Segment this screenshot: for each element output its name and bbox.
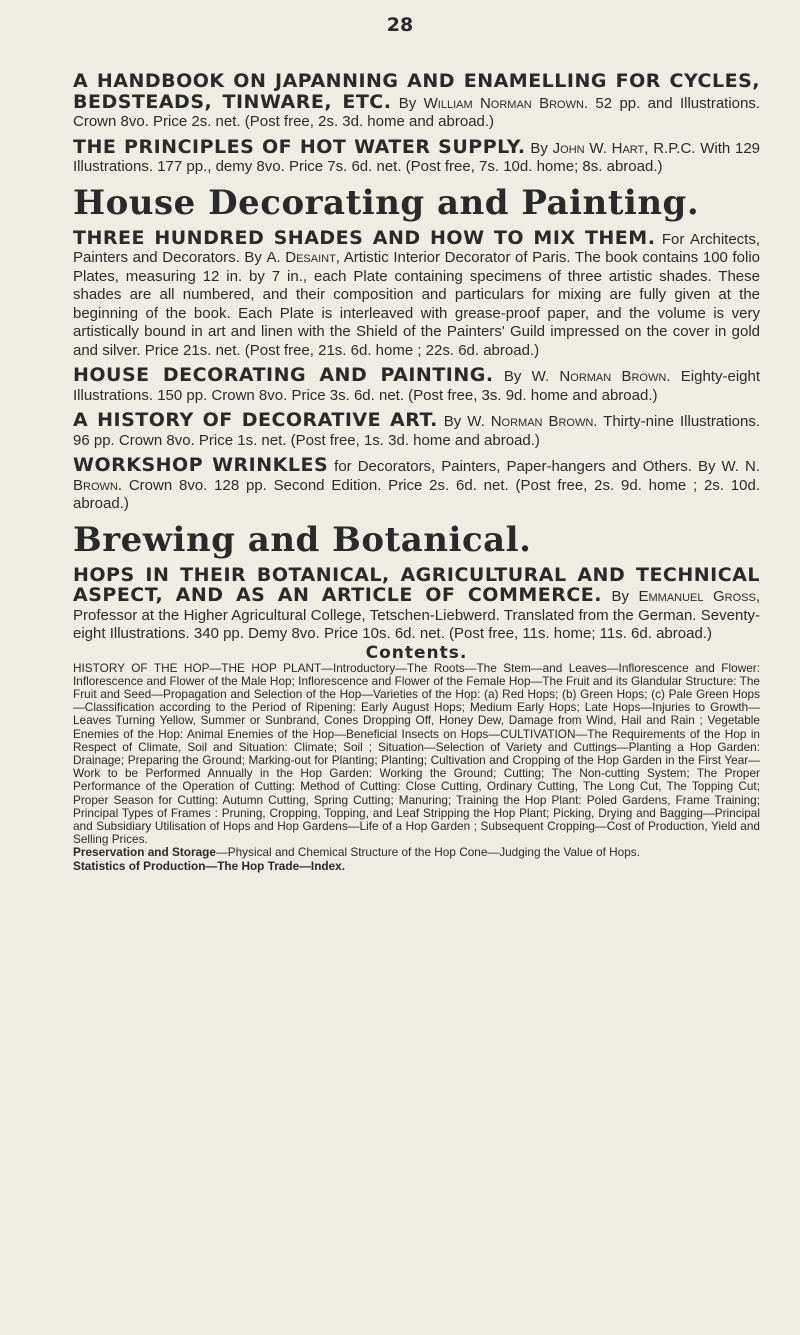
contents-preservation xyxy=(73,846,760,859)
book-details: Thirty-nine Illustrations. 96 pp. Crown 8vo. Price 1s. net. (Post free, 1s. 3d. home and abroad.) xyxy=(73,413,761,449)
book-details: Professor at the Higher Agricultural College, Tetschen-Liebwerd. Translated from the German. Seventy-eight Illustrations. 340 pp. Demy 8vo. Price 10s. 6d. net. (Post free, 11s. home; 11s. 6d. abroad.) xyxy=(73,606,760,642)
book-title: HOPS IN THEIR BOTANICAL, AGRICULTURAL AND TECHNICAL ASPECT, AND AS AN ARTICLE OF COMMERCE. xyxy=(73,563,760,606)
book-author: W. N. Brown. xyxy=(73,458,761,494)
book-entry-three-hundred-shades xyxy=(73,226,761,361)
book-details: 52 pp. and Illustrations. Crown 8vo. Price 2s. net. (Post free, 2s. 3d. home and abroad.) xyxy=(73,94,761,130)
book-author: W. Norman Brown. xyxy=(531,368,671,385)
book-title: THREE HUNDRED SHADES AND HOW TO MIX THEM. xyxy=(73,226,656,249)
book-author: William Norman Brown. xyxy=(423,94,589,112)
book-author: A. Desaint, xyxy=(266,249,340,266)
contents-statistics: Statistics of Production—The Hop Trade—Index. xyxy=(73,858,346,873)
by-text: By xyxy=(493,368,532,385)
book-details: Eighty-eight Illustrations. 150 pp. Crown 8vo. Price 3s. 6d. net. (Post free, 3s. 9d. home and abroad.) xyxy=(73,368,760,404)
book-details: Artistic Interior Decorator of Paris. The book contains 100 folio Plates, measuring 12 in. by 7 in., each Plate containing specimens of three artistic shades. These shades are all numbered, and their composition and particulars for mixing are fully given at the beginning of the book. Each Plate is interleaved with grease-proof paper, and the volume is very artistically bound in art and linen with the Shield of the Painters' Guild impressed on the cover in gold and silver. Price 21s. net. (Post free, 21s. 6d. home ; 22s. 6d. abroad.) xyxy=(73,249,760,359)
book-entry-hops xyxy=(73,563,761,644)
contents-heading: Contents. xyxy=(365,642,468,663)
section-heading-house: House Decorating and Painting. xyxy=(73,182,700,223)
book-title: A HANDBOOK ON JAPANNING AND ENAMELLING FOR CYCLES, BEDSTEADS, TINWARE, ETC. xyxy=(73,70,760,113)
section-heading-brewing: Brewing and Botanical. xyxy=(73,519,532,560)
book-author: W. Norman Brown. xyxy=(467,413,598,430)
book-title: HOUSE DECORATING AND PAINTING. xyxy=(73,364,494,386)
book-details: Crown 8vo. 128 pp. Second Edition. Price 2s. 6d. net. (Post free, 2s. 9d. home ; 2s. 10d. abroad.) xyxy=(73,476,760,512)
book-title: THE PRINCIPLES OF HOT WATER SUPPLY. xyxy=(73,135,526,158)
contents-preservation-heading: Preservation and Storage xyxy=(73,845,216,860)
book-details: With 129 Illustrations. 177 pp., demy 8vo. Price 7s. 6d. net. (Post free, 7s. 10d. home; 8s. abroad.) xyxy=(73,139,761,175)
book-author: John W. Hart, R.P.C. xyxy=(552,139,696,157)
book-title: WORKSHOP WRINKLES xyxy=(73,454,329,476)
contents-preservation-text: —Physical and Chemical Structure of the Hop Cone—Judging the Value of Hops. xyxy=(215,845,640,860)
book-entry-hot-water xyxy=(73,135,761,177)
by-text: By xyxy=(602,588,639,605)
book-title: A HISTORY OF DECORATIVE ART. xyxy=(73,409,438,431)
by-text: By xyxy=(525,139,553,157)
contents-list xyxy=(73,662,760,873)
by-text: By xyxy=(391,94,424,112)
book-entry-workshop-wrinkles xyxy=(73,456,760,514)
contents-body: HISTORY OF THE HOP—THE HOP PLANT—Introductory—The Roots—The Stem—and Leaves—Inflorescence and Flower: Inflorescence and Flower of the Male Hop; Inflorescence and Flower of the Female Hop—The Fruit and its Glandular Structure: The Fruit and Seed—Propagation and Selection of the Hop—Varieties of the Hop: (a) Red Hops; (b) Green Hops; (c) Pale Green Hops—Classification according to the Period of Ripening: Early August Hops; Medium Early Hops; Late Hops—Injuries to Growth—Leaves Turning Yellow, Summer or Sunbrand, Cones Dropping Off, Honey Dew, Damage from Wind, Hail and Rain ; Vegetable Enemies of the Hop: Animal Enemies of the Hop—Beneficial Insects on Hops—CULTIVATION—The Requirements of the Hop in Respect of Climate, Soil and Situation: Climate; Soil ; Situation—Selection of Variety and Cuttings—Planting a Hop Garden: Drainage; Preparing the Ground; Marking-out for Planting; Planting; Cultivation and Cropping of the Hop Garden in the First Year—Work to be Performed Annually in the Hop Garden: Working the Ground; Cutting; The Non-cutting System; The Proper Performance of the Operation of Cutting: Method of Cutting: Close Cutting, Ordinary Cutting, The Long Cut, The Topping Cut; Proper Season for Cutting: Autumn Cutting, Spring Cutting; Manuring; Training the Hop Plant: Poled Gardens, Frame Training; Principal Types of Frames : Pruning, Cropping, Topping, and Leaf Stripping the Hop Plant; Picking, Drying and Bagging—Principal and Subsidiary Utilisation of Hops and Hop Gardens—Life of a Hop Garden ; Subsequent Cropping—Cost of Production, Yield and Selling Prices. xyxy=(73,660,760,847)
by-text: By xyxy=(437,413,468,430)
book-subtitle: For Architects, Painters and Decorators. By xyxy=(73,230,761,266)
page-number: 28 xyxy=(386,14,414,36)
book-subtitle: for Decorators, Painters, Paper-hangers and Others. By xyxy=(328,458,722,475)
book-entry-japanning xyxy=(73,72,760,132)
book-entry-decorative-art xyxy=(73,411,760,450)
book-entry-house-decorating xyxy=(73,366,760,405)
book-author: Emmanuel Gross, xyxy=(638,588,761,605)
